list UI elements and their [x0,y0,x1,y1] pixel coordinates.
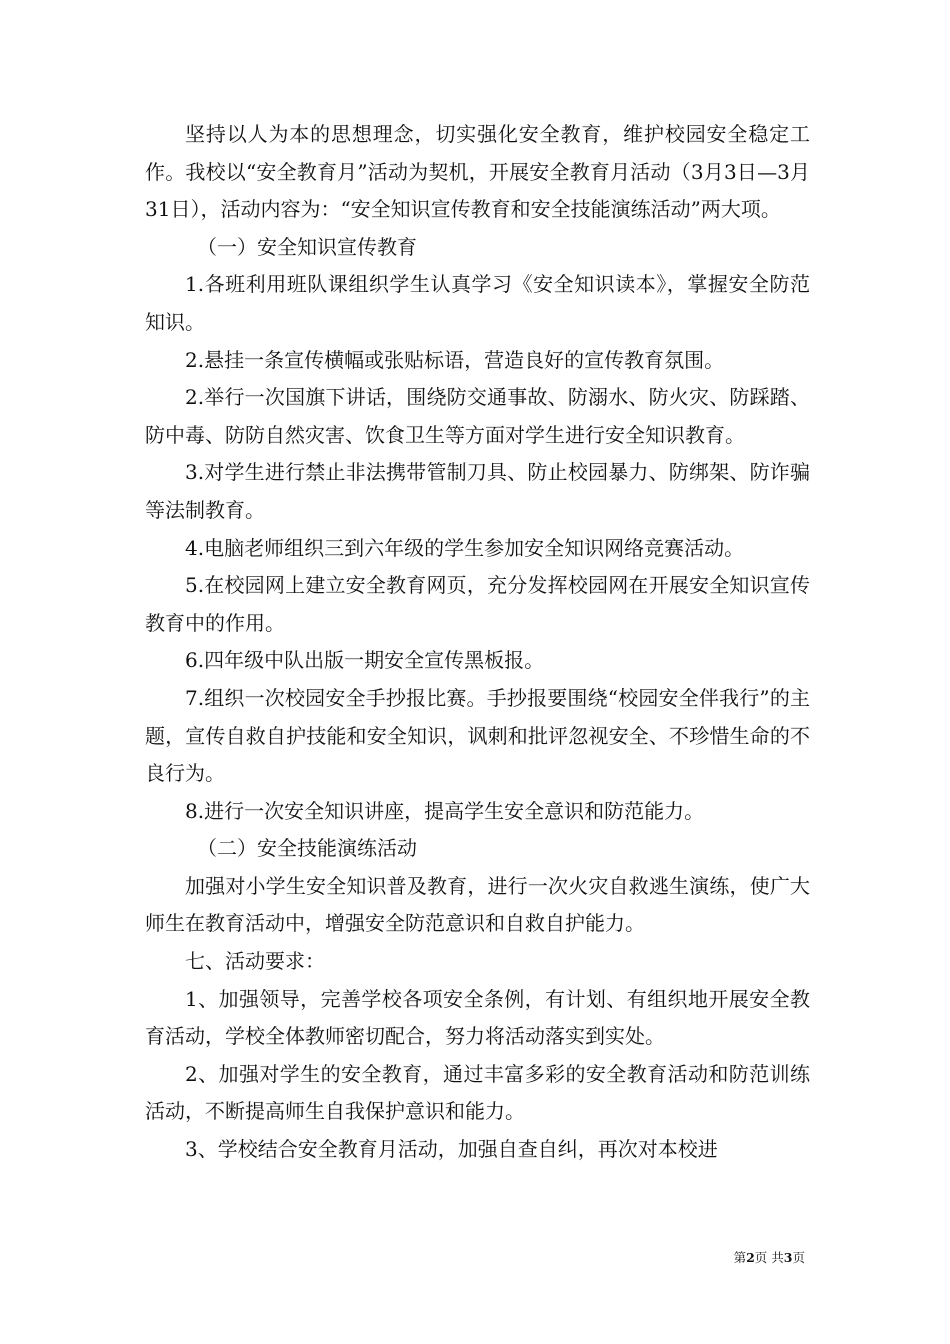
document-body [145,116,810,1169]
footer-prefix: 第 [733,1250,747,1265]
list-item: 3.对学生进行禁止非法携带管制刀具、防止校园暴力、防绑架、防诈骗等法制教育。 [145,460,810,522]
page-number-footer [734,1248,805,1266]
total-pages-number: 3 [783,1250,793,1265]
section-heading-requirements: 七、活动要求： [185,949,325,974]
list-item: 8.进行一次安全知识讲座，提高学生安全意识和防范能力。 [185,798,705,823]
paragraph-intro: 坚持以人为本的思想理念，切实强化安全教育，维护校园安全稳定工作。我校以“安全教育月”活动为契机，开展安全教育月活动（3月3日—3月31日），活动内容为：“安全知识宣传教育和安全技能演练活动”两大项。 [145,122,810,222]
list-item: 4.电脑老师组织三到六年级的学生参加安全知识网络竞赛活动。 [185,535,745,560]
paragraph-drill: 加强对小学生安全知识普及教育，进行一次火灾自救逃生演练，使广大师生在教育活动中，增强安全防范意识和自救自护能力。 [145,873,810,936]
requirement-item: 2、加强对学生的安全教育，通过丰富多彩的安全教育活动和防范训练活动，不断提高师生自我保护意识和能力。 [145,1061,810,1124]
list-item: 5.在校园网上建立安全教育网页，充分发挥校园网在开展安全知识宣传教育中的作用。 [145,573,810,635]
section-heading-knowledge: （一）安全知识宣传教育 [197,234,417,259]
list-item: 2.悬挂一条宣传横幅或张贴标语，营造良好的宣传教育氛围。 [185,347,725,372]
section-heading-drill: （二）安全技能演练活动 [197,836,417,861]
footer-middle: 页 共 [754,1250,784,1265]
list-item: 1.各班利用班队课组织学生认真学习《安全知识读本》，掌握安全防范知识。 [145,272,810,334]
list-item: 2.举行一次国旗下讲话，围绕防交通事故、防溺水、防火灾、防踩踏、防中毒、防防自然灾害、饮食卫生等方面对学生进行安全知识教育。 [145,385,810,447]
footer-suffix: 页 [792,1250,805,1265]
requirement-item: 1、加强领导，完善学校各项安全条例，有计划、有组织地开展安全教育活动，学校全体教师密切配合，努力将活动落实到实处。 [145,986,810,1049]
requirement-item: 3、学校结合安全教育月活动，加强自查自纠，再次对本校进 [185,1137,718,1162]
current-page-number: 2 [746,1250,755,1265]
list-item: 7.组织一次校园安全手抄报比赛。手抄报要围绕“校园安全伴我行”的主题，宣传自救自护技能和安全知识，讽刺和批评忽视安全、不珍惜生命的不良行为。 [145,685,810,786]
list-item: 6.四年级中队出版一期安全宣传黑板报。 [185,648,545,673]
